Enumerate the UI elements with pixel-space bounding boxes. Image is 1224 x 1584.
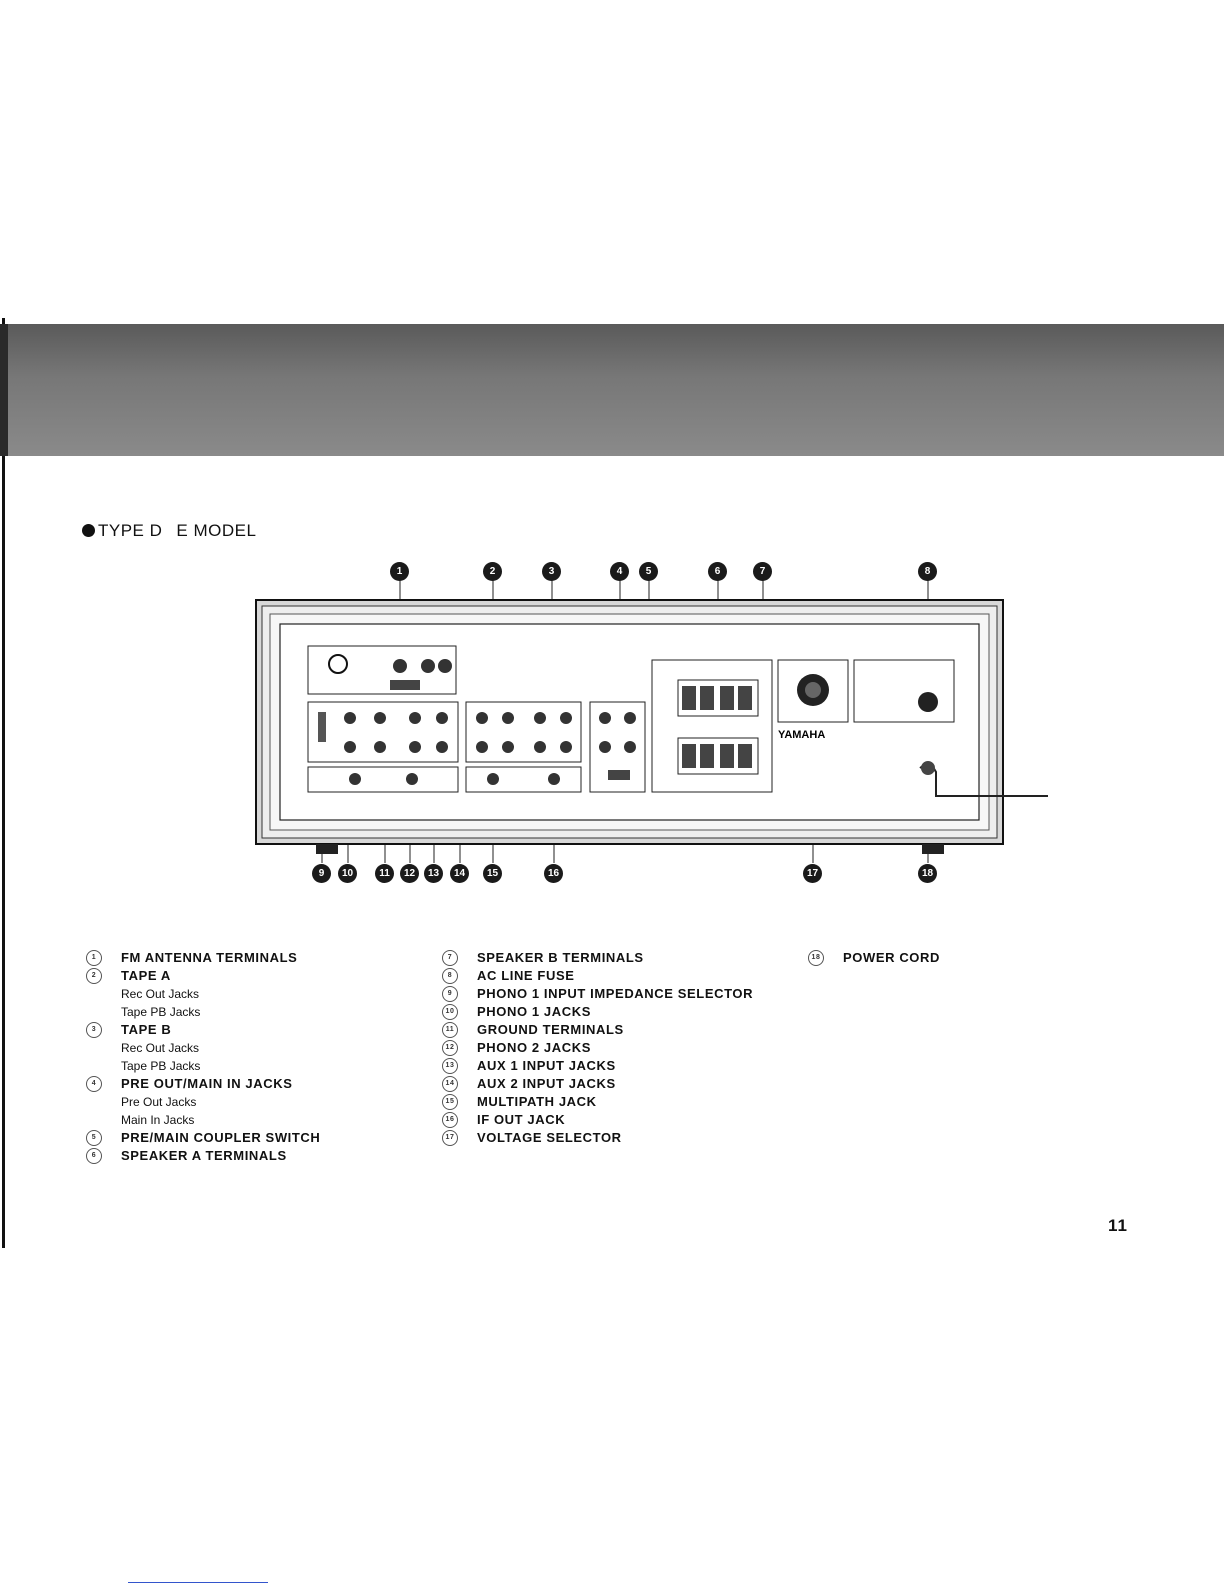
legend-item [808,949,940,967]
section-title-prefix: TYPE D [98,521,163,540]
callout-badge-17: 17 [803,864,822,883]
legend-number-badge: 4 [86,1076,102,1092]
legend-number-badge: 7 [442,950,458,966]
legend-item-label: POWER CORD [843,950,940,965]
callout-badge-9: 9 [312,864,331,883]
callout-badge-14: 14 [450,864,469,883]
legend-item-label: PRE OUT/MAIN IN JACKS [121,1076,293,1091]
section-title-suffix: E MODEL [176,521,257,540]
legend-item-label: AUX 2 INPUT JACKS [477,1076,616,1091]
legend-number-badge: 6 [86,1148,102,1164]
yamaha-brand-text: YAMAHA [778,729,826,741]
callout-badge-5: 5 [639,562,658,581]
callout-badge-8: 8 [918,562,937,581]
legend-item [86,1147,320,1165]
callout-badge-4: 4 [610,562,629,581]
callout-badge-15: 15 [483,864,502,883]
legend-number-badge: 3 [86,1022,102,1038]
legend-column-2 [442,949,753,1147]
legend-item-label: TAPE B [121,1022,172,1037]
legend-item [442,1021,753,1039]
header-banner [0,324,1224,456]
legend-number-badge: 8 [442,968,458,984]
callout-badge-16: 16 [544,864,563,883]
legend-item-label: PHONO 2 JACKS [477,1040,591,1055]
page-edge-rule [2,318,5,1248]
legend-number-badge: 16 [442,1112,458,1128]
legend-item-label: PHONO 1 JACKS [477,1004,591,1019]
legend-number-badge: 15 [442,1094,458,1110]
footer-link-underline [128,1582,268,1583]
legend-item [442,985,753,1003]
callout-badge-18: 18 [918,864,937,883]
legend-item-label: SPEAKER B TERMINALS [477,950,644,965]
legend-item [442,1129,753,1147]
legend-item [442,1093,753,1111]
legend-number-badge: 1 [86,950,102,966]
legend-item-label: VOLTAGE SELECTOR [477,1130,622,1145]
legend-item-label: SPEAKER A TERMINALS [121,1148,287,1163]
callout-badge-6: 6 [708,562,727,581]
legend-item-label: AC LINE FUSE [477,968,575,983]
legend-sub-label: Tape PB Jacks [121,1005,201,1019]
legend-number-badge: 12 [442,1040,458,1056]
legend-number-badge: 18 [808,950,824,966]
legend-item-label: AUX 1 INPUT JACKS [477,1058,616,1073]
legend-item [442,967,753,985]
legend-number-badge: 5 [86,1130,102,1146]
legend-item-label: TAPE A [121,968,171,983]
legend-number-badge: 11 [442,1022,458,1038]
legend-item-label: IF OUT JACK [477,1112,566,1127]
callout-badge-7: 7 [753,562,772,581]
callout-badge-11: 11 [375,864,394,883]
page-number: 11 [1108,1216,1128,1235]
legend-sub-label: Rec Out Jacks [121,1041,200,1055]
legend-sub-label: Tape PB Jacks [121,1059,201,1073]
legend-number-badge: 14 [442,1076,458,1092]
section-title [82,521,256,541]
callout-badge-1: 1 [390,562,409,581]
legend-number-badge: 10 [442,1004,458,1020]
legend-number-badge: 9 [442,986,458,1002]
legend-number-badge: 13 [442,1058,458,1074]
legend-column-1 [86,949,320,1165]
legend-number-badge: 17 [442,1130,458,1146]
legend-item-label: FM ANTENNA TERMINALS [121,950,298,965]
legend-item [86,1075,320,1129]
callout-badge-3: 3 [542,562,561,581]
legend-item [442,949,753,967]
legend-item-label: MULTIPATH JACK [477,1094,597,1109]
legend-number-badge: 2 [86,968,102,984]
legend-item [442,1003,753,1021]
callout-badge-12: 12 [400,864,419,883]
legend-sub-label: Main In Jacks [121,1113,195,1127]
legend-item-label: PRE/MAIN COUPLER SWITCH [121,1130,321,1145]
legend-item [442,1039,753,1057]
callout-badge-2: 2 [483,562,502,581]
legend-item [86,967,320,1021]
legend-item [442,1057,753,1075]
legend-item [442,1075,753,1093]
bullet-dot-icon [82,524,95,537]
legend-item [86,949,320,967]
legend-item [442,1111,753,1129]
rear-panel-illustration [230,560,1060,890]
callout-badge-10: 10 [338,864,357,883]
legend-item-label: PHONO 1 INPUT IMPEDANCE SELECTOR [477,986,754,1001]
legend-sub-label: Pre Out Jacks [121,1095,197,1109]
legend-item [86,1021,320,1075]
legend-column-3 [808,949,940,967]
legend-item-label: GROUND TERMINALS [477,1022,624,1037]
legend-sub-label: Rec Out Jacks [121,987,200,1001]
rear-panel-diagram [230,560,1060,890]
legend-item [86,1129,320,1147]
callout-badge-13: 13 [424,864,443,883]
